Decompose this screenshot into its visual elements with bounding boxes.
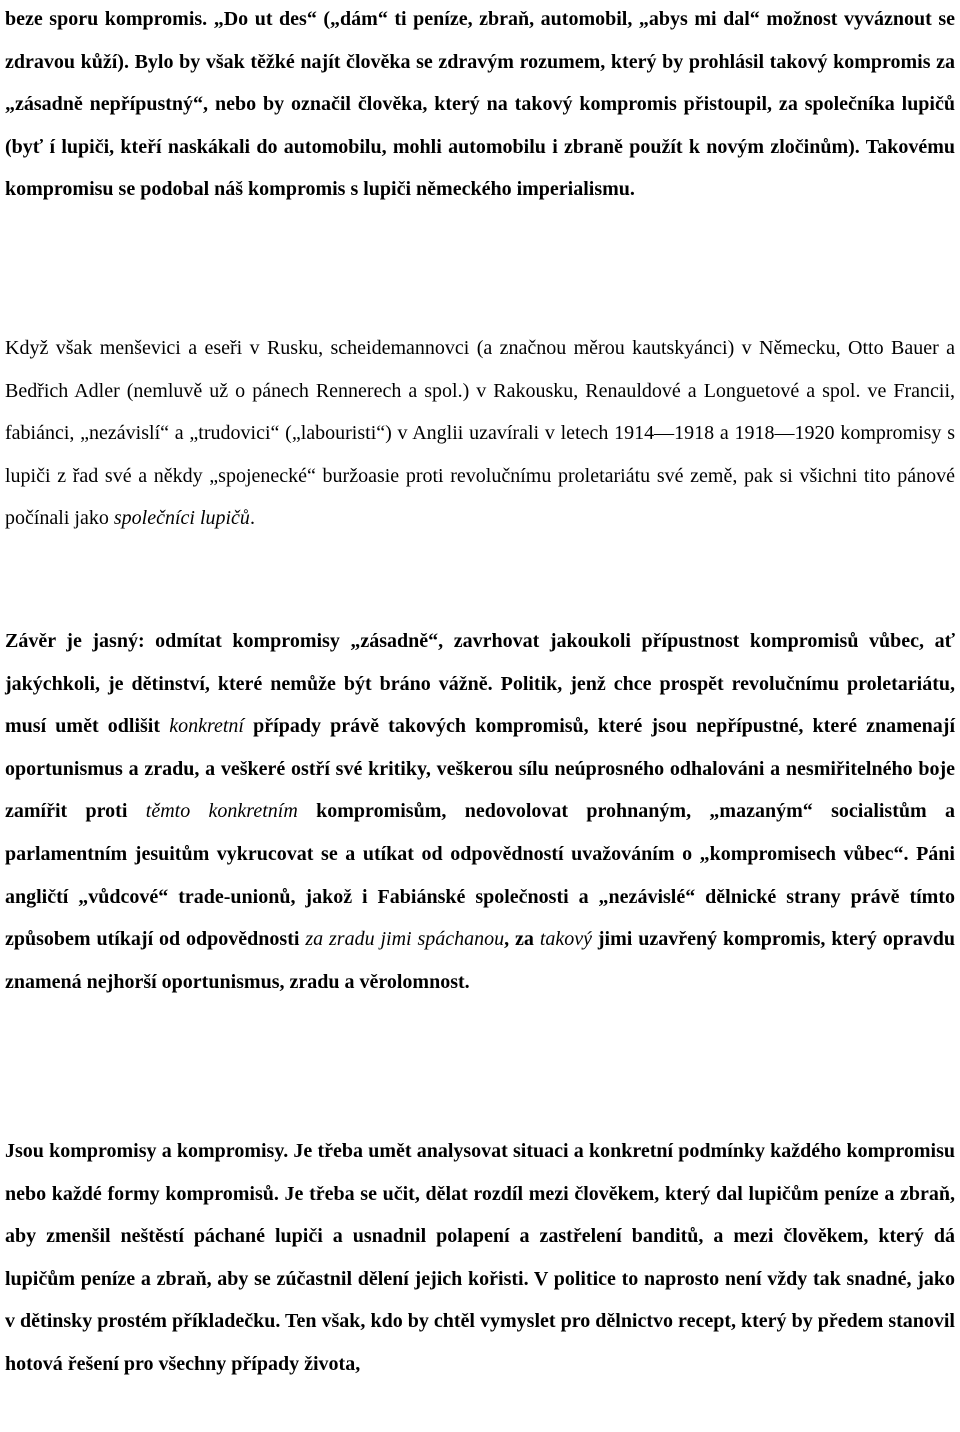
paragraph-mensheviks — [5, 327, 955, 540]
text-run: jimi uzavřený kompromis, který opravdu znamená nejhorší oportunismus, zradu a věrolomnost. — [5, 928, 955, 993]
text-run: těmto konkretním — [145, 800, 298, 823]
text-run: beze sporu kompromis. „Do ut des“ („dám“ ti peníze, zbraň, automobil, „abys mi dal“ možnost vyváznout se zdravou kůží). Bylo by však těžké najít člověka se zdravým rozumem, který by prohlásil takový kompromis za „zásadně nepřípustný“, nebo by označil člověka, který na takový kompromis přistoupil, za společníka lupičů (byť í lupiči, kteří naskákali do automobilu, mohli automobilu i zbraně použít k novým zločinům). Takovému kompromisu se podobal náš kompromis s lupiči německého imperialismu. — [5, 8, 955, 201]
text-run: kompromisům, nedovolovat prohnaným, „mazaným“ socialistům a parlamentním jesuitům vykrucovat se a utíkat od odpovědností uvažováním o „kompromisech vůbec“. Páni angličtí „vůdcové“ trade-unionů, jakož i Fabiánské společnosti a „nezávislé“ dělnické strany právě tímto způsobem utíkají od odpovědnosti — [5, 800, 956, 951]
text-run: případy právě takových kompromisů, které jsou nepřípustné, které znamenají oportunismus a zradu, a veškeré ostří své kritiky, veškerou sílu neúprosného odhalováni a nesmiřitelného boje zamířit proti — [5, 715, 955, 823]
text-run: . — [249, 507, 255, 530]
text-run: Když však menševici a eseři v Rusku, scheidemannovci (a značnou měrou kautskyánci) v Německu, Otto Bauer a Bedřich Adler (nemluvě už o pánech Rennerech a spol.) v Rakousku, Renauldové a Longuetové a spol. ve Francii, fabiánci, „nezávislí“ a „trudovici“ („labouristi“) v Anglii uzavírali v letech 1914—1918 a 1918—1920 kompromisy s lupiči z řad své a někdy „spojenecké“ buržoasie proti revolučnímu proletariátu své země, pak si všichni tito pánové počínali jako — [5, 337, 955, 530]
text-run: Jsou kompromisy a kompromisy. Je třeba umět analysovat situaci a konkretní podmínky každého kompromisu nebo každé formy kompromisů. Je třeba se učit, dělat rozdíl mezi člověkem, který dal lupičům peníze a zbraň, aby zmenšil neštěstí páchané lupiči a usnadnil polapení a zastřelení banditů, a mezi člověkem, který dá lupičům peníze a zbraň, aby se zúčastnil dělení jejich kořisti. V politice to naprosto není vždy tak snadné, jako v dětinsky prostém příkladečku. Ten však, kdo by chtěl vymyslet pro dělnictvo recept, který by předem stanovil hotová řešení pro všechny případy života, — [5, 1140, 955, 1375]
text-run: takový — [539, 928, 592, 951]
paragraph-conclusion — [5, 620, 955, 1003]
text-run: za zradu jimi spáchanou — [305, 928, 505, 951]
text-run: , za — [504, 928, 540, 951]
text-run: společníci lupičů — [113, 507, 250, 530]
paragraph-compromise-example — [5, 0, 955, 211]
text-run: Závěr je jasný: odmítat kompromisy „zásadně“, zavrhovat jakoukoli přípustnost kompromisů vůbec, ať jakýchkoli, je dětinství, které nemůže být bráno vážně. Politik, jenž chce prospět revolučnímu proletariátu, musí umět odlišit — [5, 630, 955, 738]
text-run: konkretní — [169, 715, 244, 738]
paragraph-kinds-of-compromises — [5, 1130, 955, 1386]
